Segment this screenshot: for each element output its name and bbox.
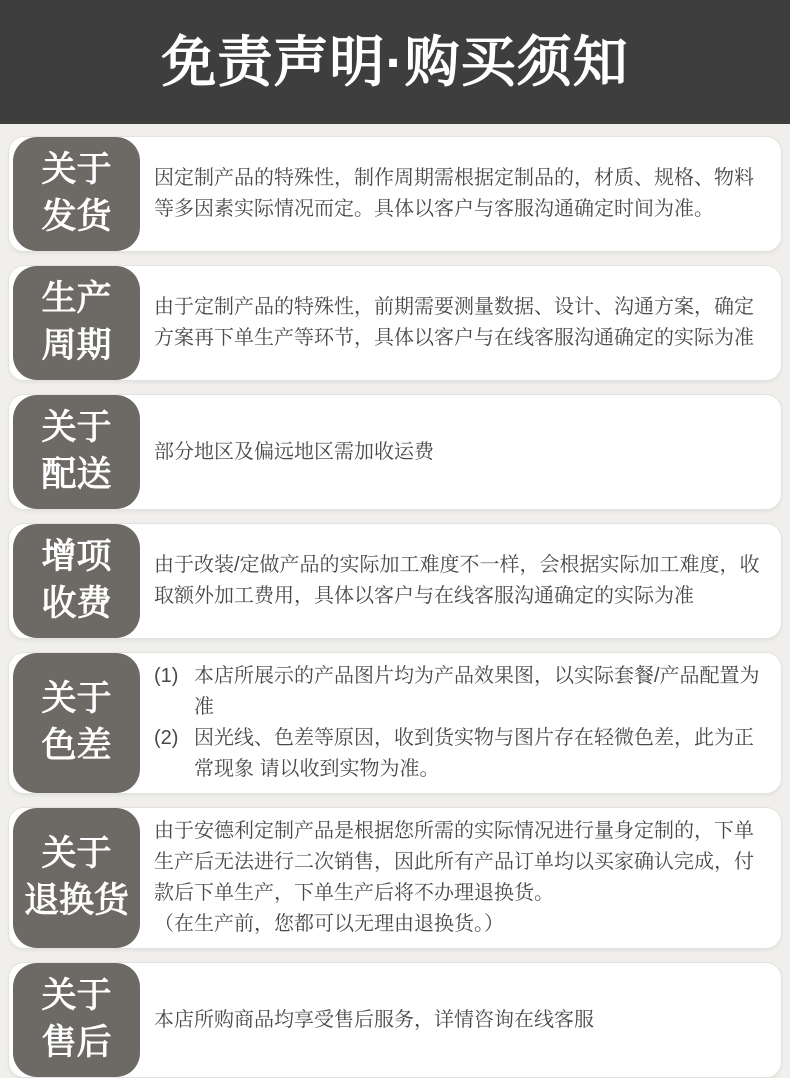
section-label-line: 增项	[41, 537, 112, 577]
section-card-after-sales	[8, 962, 782, 1078]
page-title: 免责声明·购买须知	[161, 30, 629, 93]
item-text: 本店所展示的产品图片均为产品效果图，以实际套餐/产品配置为准	[194, 665, 760, 718]
section-card-extra-charges	[8, 523, 782, 639]
section-label-line: 关于	[41, 834, 112, 874]
section-paragraph: 由于改装/定做产品的实际加工难度不一样，会根据实际加工难度，收取额外加工费用，具体以客户与在线客服沟通确定的实际为准	[154, 554, 760, 607]
section-label-line: 关于	[41, 150, 112, 190]
section-label-tile	[13, 653, 140, 793]
item-marker: (2)	[154, 727, 179, 749]
section-paragraph: （在生产前，您都可以无理由退换货。）	[154, 913, 504, 935]
section-paragraph: 由于定制产品的特殊性，前期需要测量数据、设计、沟通方案，确定方案再下单生产等环节，具体以客户与在线客服沟通确定的实际为准	[154, 296, 754, 349]
numbered-item	[154, 661, 761, 723]
section-card-delivery	[8, 394, 782, 510]
section-label-line: 配送	[41, 455, 112, 494]
section-label-line: 关于	[41, 976, 112, 1016]
section-body	[140, 524, 781, 638]
section-body	[140, 395, 781, 509]
section-body	[140, 808, 781, 948]
section-label-tile	[13, 395, 140, 509]
section-body	[140, 137, 781, 251]
section-body	[140, 266, 781, 380]
section-body	[140, 653, 781, 793]
section-label-tile	[13, 963, 140, 1077]
section-label-tile	[13, 137, 140, 251]
section-card-shipping	[8, 136, 782, 252]
section-paragraph: 因定制产品的特殊性，制作周期需根据定制品的，材质、规格、物料等多因素实际情况而定。具体以客户与客服沟通确定时间为准。	[154, 167, 754, 220]
section-label-tile	[13, 808, 140, 948]
section-label-line: 关于	[41, 408, 112, 448]
numbered-item	[154, 723, 761, 785]
section-card-returns	[8, 807, 782, 949]
section-label-line: 周期	[41, 326, 112, 365]
page-header	[0, 0, 790, 124]
section-label-line: 生产	[41, 279, 112, 319]
sections-list	[0, 124, 790, 1078]
section-label-line: 售后	[41, 1023, 112, 1062]
section-body	[140, 963, 781, 1077]
section-label-line: 色差	[41, 726, 112, 765]
section-card-production-cycle	[8, 265, 782, 381]
section-label-line: 收费	[41, 584, 112, 623]
section-label-tile	[13, 524, 140, 638]
section-label-line: 关于	[41, 679, 112, 719]
section-paragraph: 本店所购商品均享受售后服务，详情咨询在线客服	[154, 1008, 594, 1031]
section-label-line: 退换货	[23, 881, 129, 920]
section-label-line: 发货	[41, 197, 112, 236]
item-text: 因光线、色差等原因，收到货实物与图片存在轻微色差，此为正常现象 请以收到实物为准。	[194, 727, 754, 780]
section-paragraph: 由于安德利定制产品是根据您所需的实际情况进行量身定制的，下单生产后无法进行二次销售，因此所有产品订单均以买家确认完成，付款后下单生产，下单生产后将不办理退换货。	[154, 820, 754, 904]
section-label-tile	[13, 266, 140, 380]
section-card-color-difference	[8, 652, 782, 794]
section-paragraph: 部分地区及偏远地区需加收运费	[154, 440, 434, 463]
item-marker: (1)	[154, 665, 179, 687]
